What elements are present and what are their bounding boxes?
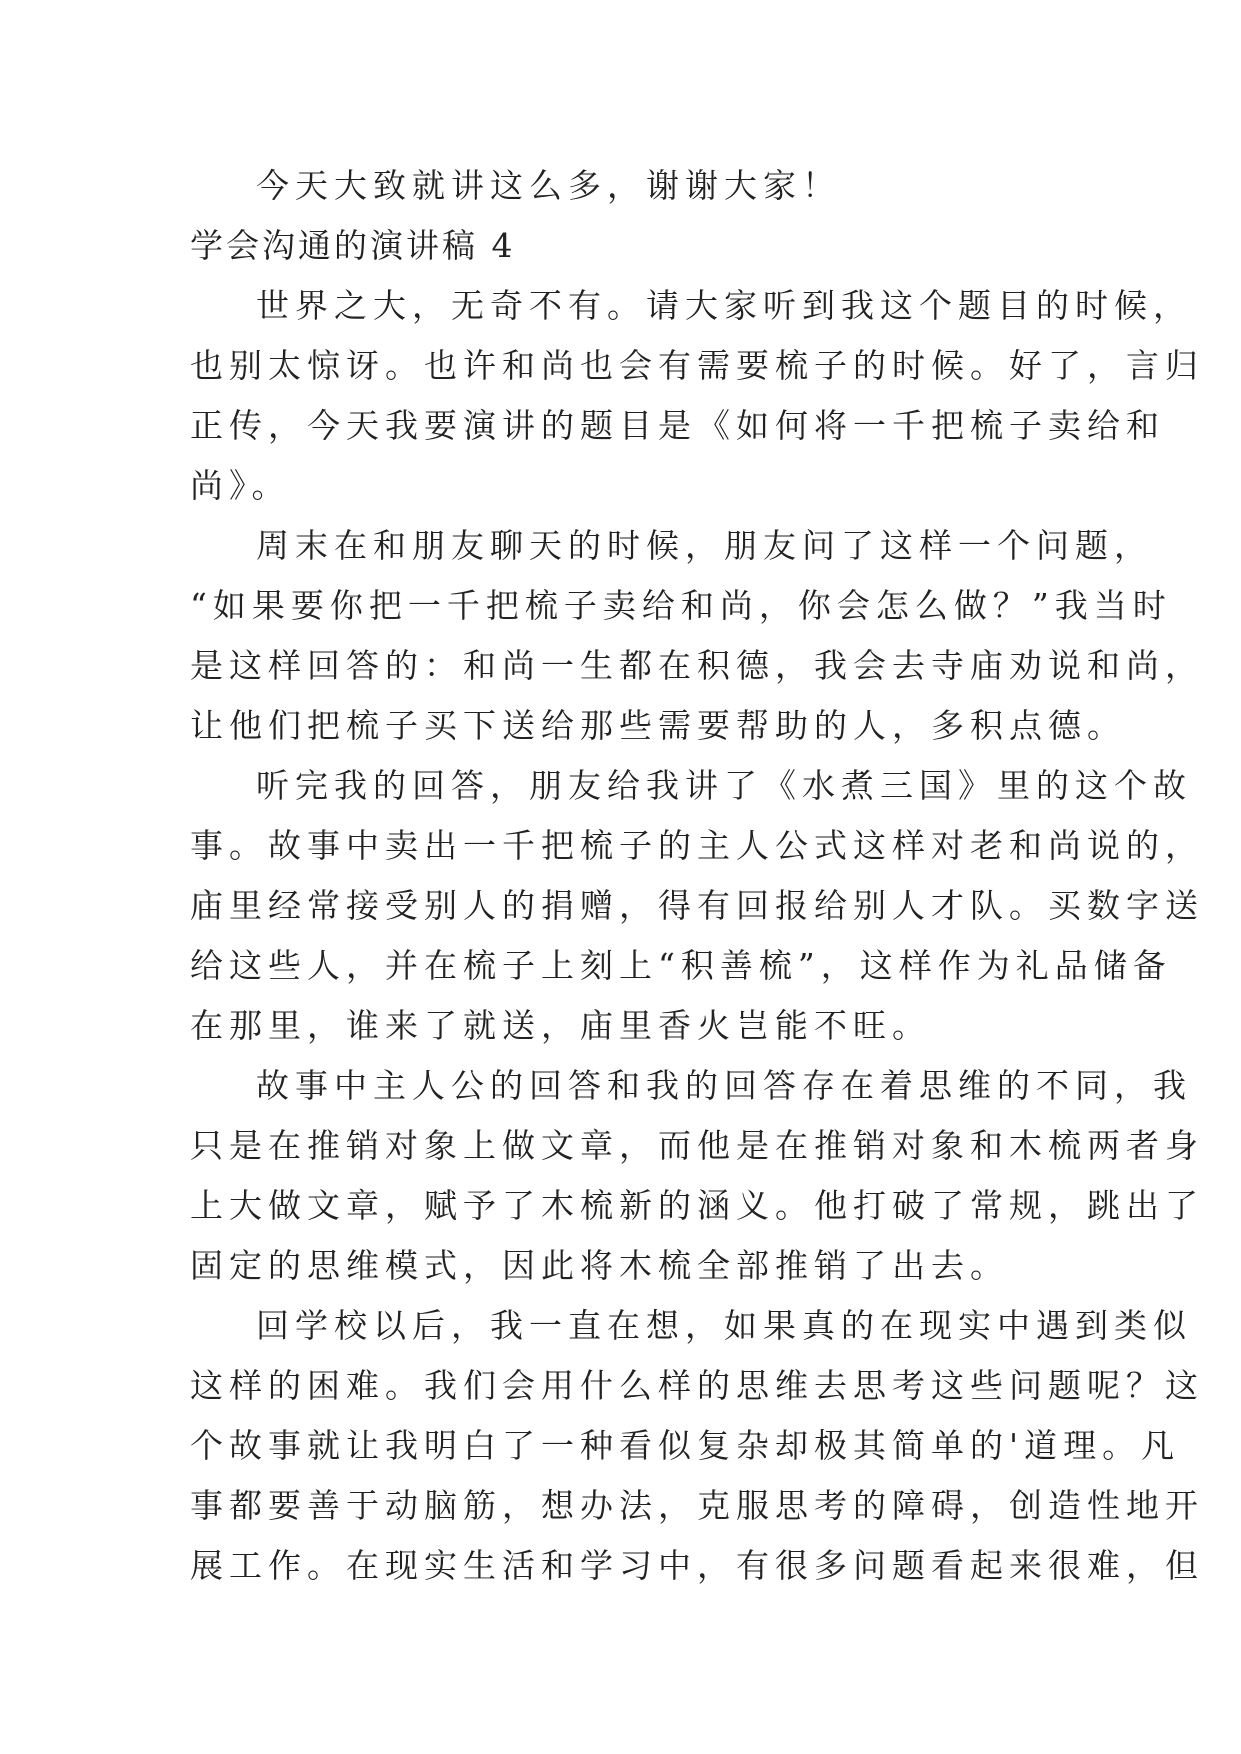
paragraph-line: 正传，今天我要演讲的题目是《如何将一千把梳子卖给和 bbox=[190, 406, 1165, 445]
paragraph-line: 让他们把梳子买下送给那些需要帮助的人，多积点德。 bbox=[190, 706, 1126, 745]
paragraph bbox=[190, 1296, 1204, 1596]
paragraph-line: 尚》。 bbox=[190, 466, 291, 505]
paragraph-line: 是这样回答的：和尚一生都在积德，我会去寺庙劝说和尚， bbox=[190, 646, 1204, 685]
paragraph-line: “如果要你把一千把梳子卖给和尚，你会怎么做？”我当时 bbox=[190, 586, 1172, 625]
paragraph-line: 周末在和朋友聊天的时候，朋友问了这样一个问题， bbox=[256, 526, 1153, 565]
paragraph-line: 事都要善于动脑筋，想办法，克服思考的障碍，创造性地开 bbox=[190, 1486, 1204, 1525]
paragraph-line: 庙里经常接受别人的捐赠，得有回报给别人才队。买数字送 bbox=[190, 886, 1204, 925]
closing-line: 今天大致就讲这么多，谢谢大家！ bbox=[256, 166, 841, 205]
paragraph-line: 只是在推销对象上做文章，而他是在推销对象和木梳两者身 bbox=[190, 1126, 1204, 1165]
section-title: 学会沟通的演讲稿 4 bbox=[190, 226, 516, 265]
paragraph-line: 故事中主人公的回答和我的回答存在着思维的不同，我 bbox=[256, 1066, 1192, 1105]
paragraph bbox=[190, 756, 1204, 1056]
paragraph-line: 在那里，谁来了就送，庙里香火岂能不旺。 bbox=[190, 1006, 931, 1045]
paragraph-line: 展工作。在现实生活和学习中，有很多问题看起来很难，但 bbox=[190, 1546, 1204, 1585]
paragraph-line: 上大做文章，赋予了木梳新的涵义。他打破了常规，跳出了 bbox=[190, 1186, 1204, 1225]
paragraph-line: 听完我的回答，朋友给我讲了《水煮三国》里的这个故 bbox=[256, 766, 1192, 805]
paragraph bbox=[190, 276, 1204, 516]
paragraph-line: 固定的思维模式，因此将木梳全部推销了出去。 bbox=[190, 1246, 1009, 1285]
paragraph-line: 给这些人，并在梳子上刻上“积善梳”，这样作为礼品储备 bbox=[190, 946, 1172, 985]
paragraph-line: 也别太惊讶。也许和尚也会有需要梳子的时候。好了，言归 bbox=[190, 346, 1204, 385]
paragraph-line: 回学校以后，我一直在想，如果真的在现实中遇到类似 bbox=[256, 1306, 1192, 1345]
paragraph-line: 事。故事中卖出一千把梳子的主人公式这样对老和尚说的， bbox=[190, 826, 1204, 865]
paragraph bbox=[190, 516, 1204, 756]
paragraph-line: 个故事就让我明白了一种看似复杂却极其简单的'道理。凡 bbox=[190, 1426, 1181, 1465]
paragraph bbox=[190, 1056, 1204, 1296]
paragraph-line: 这样的困难。我们会用什么样的思维去思考这些问题呢？这 bbox=[190, 1366, 1204, 1405]
document-body bbox=[190, 156, 1204, 1596]
paragraph-line: 世界之大，无奇不有。请大家听到我这个题目的时候， bbox=[256, 286, 1192, 325]
